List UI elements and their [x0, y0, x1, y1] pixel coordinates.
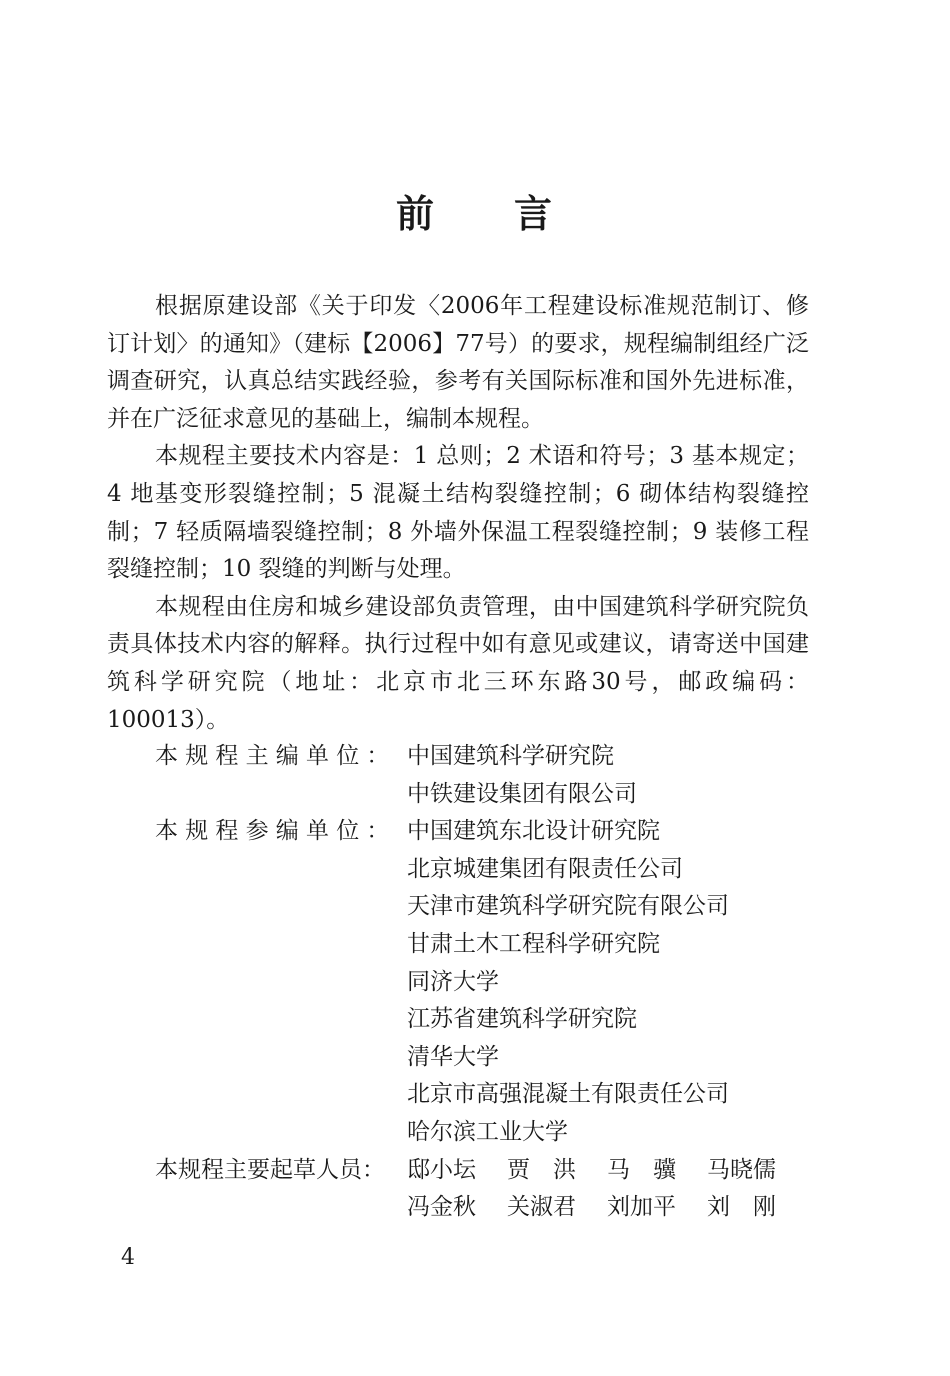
- participating-unit-item: 哈尔滨工业大学: [407, 1118, 568, 1145]
- drafter-name: 贾 洪: [507, 1156, 576, 1183]
- participating-units-label: 本规程参编单位：: [155, 818, 397, 845]
- drafter-name: 邸小坛: [407, 1156, 476, 1183]
- chief-unit-item: 中铁建设集团有限公司: [407, 780, 637, 807]
- participating-unit-item: 同济大学: [407, 968, 499, 995]
- drafter-name: 刘加平: [607, 1194, 676, 1221]
- paragraph-2: 本规程主要技术内容是：1 总则；2 术语和符号；3 基本规定；4 地基变形裂缝控制；5 混凝土结构裂缝控制；6 砌体结构裂缝控制；7 轻质隔墙裂缝控制；8 外墙外保温工程裂缝控制；9 装修工程裂缝控制；10 裂缝的判断与处理。: [107, 443, 809, 583]
- drafters-line: [407, 1189, 827, 1227]
- drafters-row: [107, 1152, 827, 1227]
- drafter-name: 马晓儒: [707, 1156, 776, 1183]
- chief-units-values: [407, 738, 827, 813]
- title-char-2: 言: [514, 191, 555, 236]
- paragraph-3: 本规程由住房和城乡建设部负责管理，由中国建筑科学研究院负责具体技术内容的解释。执行过程中如有意见或建议，请寄送中国建筑科学研究院（地址：北京市北三环东路30号，邮政编码：100013）。: [107, 593, 809, 733]
- drafter-name: 马 骥: [607, 1156, 676, 1183]
- participating-unit-item: 甘肃土木工程科学研究院: [407, 930, 660, 957]
- drafters-line: [407, 1152, 827, 1190]
- page-number: 4: [121, 1245, 135, 1270]
- preface-body: [107, 288, 809, 739]
- page-title: [0, 188, 950, 240]
- chief-units-row: [107, 738, 827, 813]
- title-char-1: 前: [395, 191, 436, 236]
- drafters-values: [407, 1152, 827, 1227]
- participating-unit-item: 中国建筑东北设计研究院: [407, 818, 660, 845]
- drafter-name: 冯金秋: [407, 1194, 476, 1221]
- chief-unit-item: 中国建筑科学研究院: [407, 743, 614, 769]
- participating-unit-item: 清华大学: [407, 1043, 499, 1070]
- participating-unit-item: 北京城建集团有限责任公司: [407, 855, 683, 882]
- participating-unit-item: 北京市高强混凝土有限责任公司: [407, 1081, 729, 1108]
- paragraph-1: 根据原建设部《关于印发〈2006年工程建设标准规范制订、修订计划〉的通知》（建标【2006】77号）的要求，规程编制组经广泛调查研究，认真总结实践经验，参考有关国际标准和国外先进标准，并在广泛征求意见的基础上，编制本规程。: [107, 293, 809, 432]
- drafter-name: 刘 刚: [707, 1194, 776, 1221]
- participating-units-row: [107, 813, 827, 1151]
- chief-units-label: 本规程主编单位：: [155, 743, 397, 769]
- participating-unit-item: 江苏省建筑科学研究院: [407, 1006, 637, 1033]
- participating-units-values: [407, 813, 827, 1151]
- drafter-name: 关淑君: [507, 1194, 576, 1221]
- participating-unit-item: 天津市建筑科学研究院有限公司: [407, 893, 729, 920]
- drafters-label: 本规程主要起草人员：: [155, 1156, 385, 1183]
- units-list: [107, 738, 827, 1227]
